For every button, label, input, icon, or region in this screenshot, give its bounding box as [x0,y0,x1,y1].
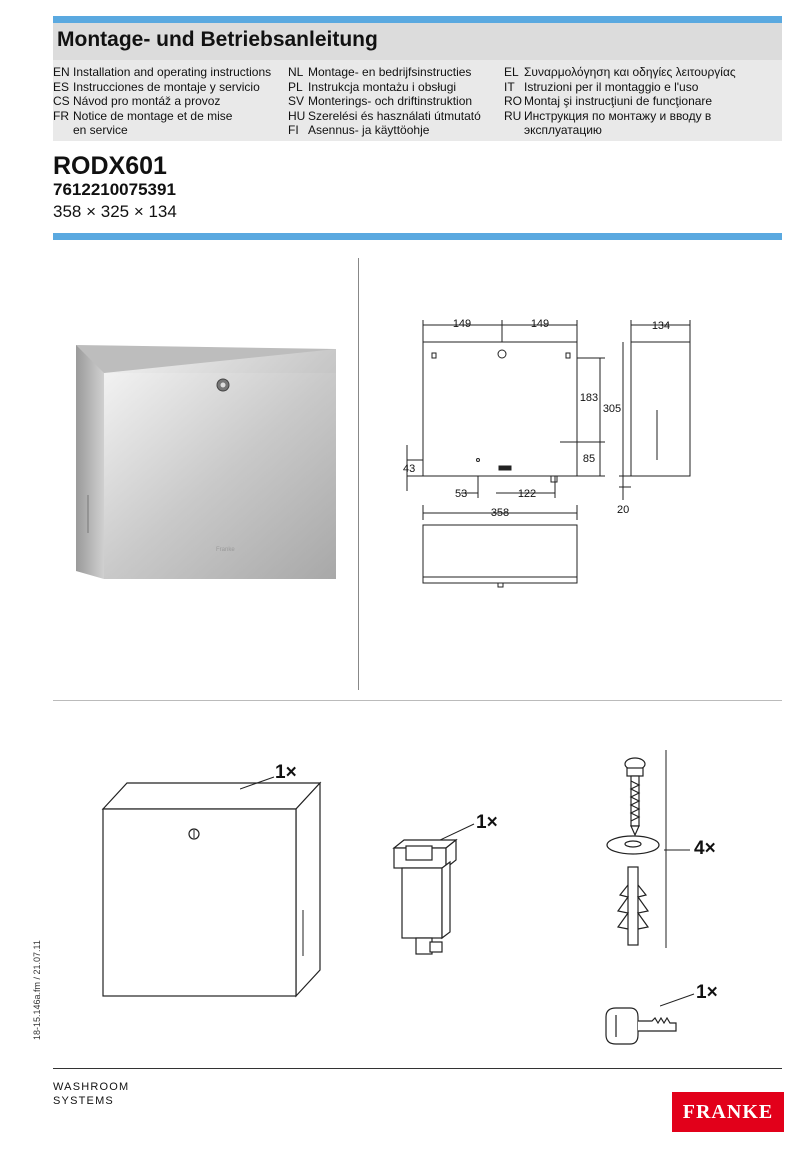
top-accent-bar [53,16,782,23]
language-row: EN Installation and operating instructions [53,65,272,79]
franke-logo: FRANKE [672,1092,784,1132]
dim-53: 53 [455,488,468,500]
leader-line [440,820,476,842]
qty-cabinet: 1× [275,762,297,783]
svg-text:Franke: Franke [216,547,235,553]
fixing-set-illustration [600,745,670,960]
language-row: RU Инструкция по монтажу и вводу в эксплуатацию [504,108,712,138]
cabinet-illustration [100,780,322,1000]
product-photo [68,345,336,580]
ean-code: 7612210075391 [53,180,176,199]
bottom-view-outline [423,525,577,583]
section-accent-bar [53,233,782,240]
key-illustration [602,1005,680,1047]
leader-line [664,848,692,852]
language-row: FI Asennus- ja käyttöohje [288,123,430,138]
language-row: CS Návod pro montáž a provoz [53,94,221,109]
leader-line [660,992,696,1008]
leader-line [240,775,276,791]
language-row: PL Instrukcja montażu i obsługi [288,79,457,94]
language-column-1 [53,65,288,138]
dim-122: 122 [517,488,537,500]
language-column-3 [504,65,780,138]
language-row: ES Instrucciones de montaje y servicio [53,79,260,94]
language-row: SV Monterings- och driftinstruktion [288,94,473,109]
language-row: NL Montage- en bedrijfsinstructies [288,65,472,79]
vertical-divider [358,258,359,690]
language-row: FR Notice de montage et de mise en service [53,108,233,138]
qty-lock: 1× [476,812,498,833]
dim-149-right: 149 [530,318,550,330]
language-row: IT Istruzioni per il montaggio e l'uso [504,79,699,94]
model-number: RODX601 [53,152,167,180]
document-code: 18-15.146a.fm / 21.07.11 [32,940,42,1040]
dim-43: 43 [403,463,416,475]
language-row: HU Szerelési és használati útmutató [288,108,481,123]
dim-183: 183 [579,392,599,404]
front-view-outline [423,342,577,476]
technical-drawing [395,315,695,600]
mount-hole [432,353,436,358]
horizontal-divider [53,700,782,701]
bottom-screw [551,476,557,482]
dim-134: 134 [651,320,671,332]
qty-screws: 4× [694,838,716,859]
dim-20: 20 [617,504,630,516]
brand-plate [499,466,511,470]
language-row: RO Montaj şi instrucţiuni de funcţionare [504,94,713,109]
page-title: Montage- und Betriebsanleitung [57,28,378,51]
dim-358: 358 [490,507,510,519]
lock-symbol [498,350,506,358]
brand-tagline: WASHROOM SYSTEMS [53,1081,130,1107]
qty-key: 1× [696,982,718,1003]
dim-305: 305 [602,403,622,415]
dim-85: 85 [582,453,596,465]
mount-hole [566,353,570,358]
side-view-outline [631,342,690,476]
language-row: EL Συναρμολόγηση και οδηγίες λειτουργίας [504,65,736,79]
footer-divider [53,1068,782,1069]
product-dimensions: 358 × 325 × 134 [53,202,177,221]
language-column-2 [288,65,500,138]
dim-149-left: 149 [452,318,472,330]
lock-insert-illustration [390,838,470,968]
